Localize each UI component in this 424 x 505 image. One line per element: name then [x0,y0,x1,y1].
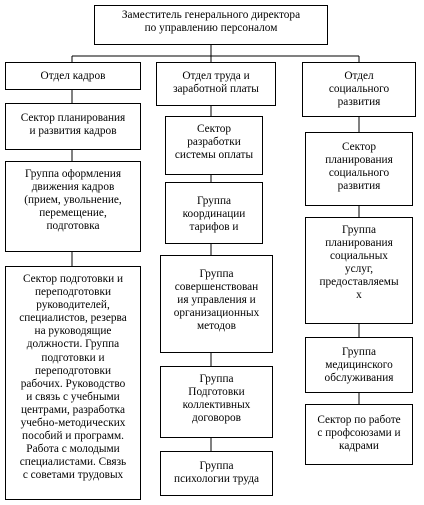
col2-item-3-box [160,255,273,353]
col1-item-3-box [5,266,141,500]
col2-item-2-box [165,182,263,244]
col3-item-2-text: Группа планирования социальных услуг, предоставляемы х [319,224,399,302]
col2-item-4-box [160,366,273,438]
top-box [94,5,328,45]
col3-item-4-box [305,404,413,465]
col3-item-4-text: Сектор по работе с профсоюзами и кадрами [317,414,401,453]
col2-item-1-text: Сектор разработки системы оплаты [174,123,254,162]
col2-item-2-text: Группа координации тарифов и [182,195,246,234]
top-box-text: Заместитель генерального директора по управлению персоналом [121,9,301,35]
col2-item-5-text: Группа психологии труда [174,460,259,486]
col3-item-3-text: Группа медицинского обслуживания [324,346,394,385]
col2-head-text: Отдел труда и заработной платы [173,70,259,96]
col1-item-3-text: Сектор подготовки и переподготовки руководителей, специалистов, резерва на руководящие должности. Группа подготовки и переподготовки рабочих. Руководство и связь с учебными центрами, разработка учебно-методических пособий и программ. Работа с молодыми специалистами. Связь с советами трудовых [19,273,127,482]
col1-item-2-text: Группа оформления движения кадров (прием, увольнение, перемещение, подготовка [24,168,122,233]
col3-item-1-box [305,132,413,206]
col1-item-1-text: Сектор планирования и развития кадров [20,112,126,138]
col3-item-1-text: Сектор планирования социального развития [325,141,393,193]
col3-head-box [302,62,416,117]
col2-item-3-text: Группа совершенствован ия управления и организационных методов [173,268,260,333]
col1-item-1-box [5,103,141,150]
col3-item-2-box [305,217,413,324]
col1-head-text: Отдел кадров [40,70,106,82]
col3-item-3-box [305,337,413,393]
col2-item-1-box [165,116,263,175]
col1-head-box [5,62,141,90]
col2-item-4-text: Группа Подготовки коллективных договоров [182,373,251,425]
col3-head-text: Отдел социального развития [328,70,390,109]
col2-head-box [156,62,276,106]
col2-item-5-box [160,451,273,496]
col1-item-2-box [5,161,141,252]
